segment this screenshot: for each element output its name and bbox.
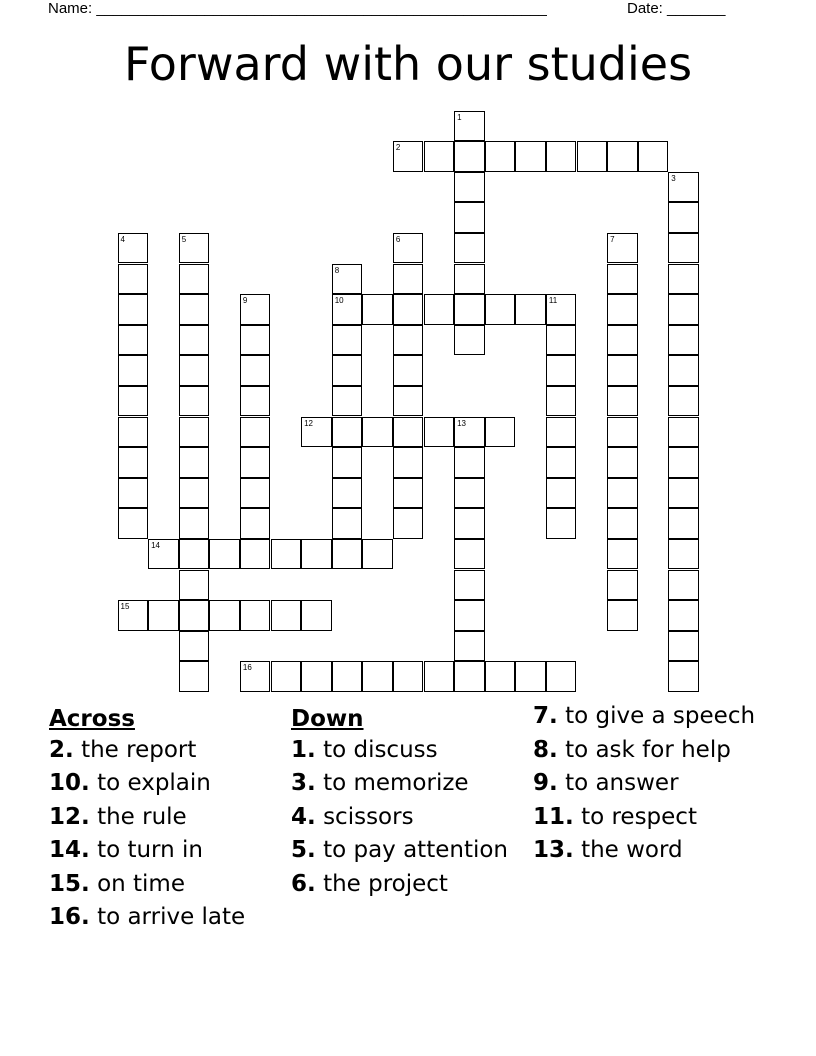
crossword-cell[interactable] bbox=[179, 325, 210, 356]
crossword-cell[interactable] bbox=[454, 325, 485, 356]
crossword-cell[interactable] bbox=[393, 447, 424, 478]
crossword-cell[interactable] bbox=[240, 600, 271, 631]
cell-number: 2 bbox=[395, 143, 401, 153]
crossword-cell[interactable] bbox=[118, 478, 149, 509]
crossword-cell[interactable] bbox=[546, 661, 577, 692]
date-field-label: Date: _______ bbox=[627, 0, 726, 17]
crossword-cell[interactable] bbox=[454, 600, 485, 631]
crossword-cell[interactable] bbox=[118, 386, 149, 417]
crossword-cell[interactable] bbox=[332, 355, 363, 386]
crossword-cell[interactable] bbox=[179, 294, 210, 325]
crossword-cell[interactable] bbox=[668, 570, 699, 601]
crossword-cell[interactable] bbox=[607, 447, 638, 478]
crossword-cell[interactable] bbox=[454, 111, 485, 142]
crossword-cell[interactable] bbox=[424, 141, 455, 172]
crossword-cell[interactable] bbox=[668, 661, 699, 692]
crossword-cell[interactable] bbox=[393, 417, 424, 448]
crossword-cell[interactable] bbox=[271, 661, 302, 692]
crossword-cell[interactable] bbox=[454, 631, 485, 662]
clue-item bbox=[533, 770, 763, 797]
crossword-cell[interactable] bbox=[179, 447, 210, 478]
crossword-cell[interactable] bbox=[332, 508, 363, 539]
crossword-cell[interactable] bbox=[668, 172, 699, 203]
cell-number: 5 bbox=[181, 234, 187, 244]
crossword-cell[interactable] bbox=[424, 294, 455, 325]
crossword-cell[interactable] bbox=[424, 417, 455, 448]
crossword-cell[interactable] bbox=[393, 508, 424, 539]
crossword-cell[interactable] bbox=[179, 539, 210, 570]
crossword-cell[interactable] bbox=[393, 661, 424, 692]
clue-text: to explain bbox=[97, 770, 211, 796]
crossword-cell[interactable] bbox=[546, 417, 577, 448]
crossword-cell[interactable] bbox=[454, 172, 485, 203]
crossword-cell[interactable] bbox=[454, 539, 485, 570]
crossword-cell[interactable] bbox=[179, 264, 210, 295]
crossword-cell[interactable] bbox=[607, 478, 638, 509]
crossword-cell[interactable] bbox=[454, 508, 485, 539]
crossword-cell[interactable] bbox=[393, 478, 424, 509]
crossword-cell[interactable] bbox=[118, 600, 149, 631]
crossword-cell[interactable] bbox=[607, 325, 638, 356]
clue-text: to turn in bbox=[97, 837, 203, 863]
crossword-cell[interactable] bbox=[332, 264, 363, 295]
crossword-cell[interactable] bbox=[607, 386, 638, 417]
crossword-cell[interactable] bbox=[362, 294, 393, 325]
clue-text: to memorize bbox=[323, 770, 469, 796]
clue-text: to give a speech bbox=[565, 703, 756, 729]
crossword-cell[interactable] bbox=[240, 294, 271, 325]
clue-item bbox=[49, 904, 281, 931]
crossword-cell[interactable] bbox=[485, 141, 516, 172]
crossword-cell[interactable] bbox=[454, 233, 485, 264]
crossword-cell[interactable] bbox=[546, 508, 577, 539]
crossword-cell[interactable] bbox=[668, 325, 699, 356]
crossword-cell[interactable] bbox=[668, 478, 699, 509]
crossword-cell[interactable] bbox=[485, 294, 516, 325]
crossword-cell[interactable] bbox=[546, 141, 577, 172]
clue-item bbox=[291, 770, 521, 797]
crossword-cell[interactable] bbox=[179, 631, 210, 662]
crossword-cell[interactable] bbox=[179, 417, 210, 448]
crossword-cell[interactable] bbox=[454, 264, 485, 295]
cell-number: 15 bbox=[120, 602, 130, 612]
crossword-cell[interactable] bbox=[209, 600, 240, 631]
clue-number: 16. bbox=[49, 904, 90, 930]
crossword-cell[interactable] bbox=[240, 478, 271, 509]
crossword-cell[interactable] bbox=[179, 600, 210, 631]
crossword-cell[interactable] bbox=[118, 417, 149, 448]
across-clues bbox=[49, 703, 281, 938]
clue-text: the rule bbox=[97, 803, 187, 830]
cell-number: 1 bbox=[457, 112, 462, 122]
crossword-cell[interactable] bbox=[332, 325, 363, 356]
clue-text: to pay attention bbox=[323, 837, 508, 863]
crossword-cell[interactable] bbox=[454, 294, 485, 325]
cell-number: 6 bbox=[395, 234, 401, 244]
crossword-cell[interactable] bbox=[668, 539, 699, 570]
clue-text: to arrive late bbox=[97, 904, 246, 930]
crossword-cell[interactable] bbox=[454, 417, 485, 448]
crossword-cell[interactable] bbox=[179, 661, 210, 692]
crossword-cell[interactable] bbox=[179, 386, 210, 417]
crossword-cell[interactable] bbox=[118, 264, 149, 295]
crossword-cell[interactable] bbox=[515, 141, 546, 172]
cell-number: 14 bbox=[151, 540, 160, 550]
crossword-cell[interactable] bbox=[668, 233, 699, 264]
crossword-cell[interactable] bbox=[454, 478, 485, 509]
down-clues bbox=[291, 703, 521, 904]
crossword-cell[interactable] bbox=[179, 508, 210, 539]
clue-number: 2. bbox=[49, 736, 74, 763]
crossword-cell[interactable] bbox=[607, 141, 638, 172]
cell-number: 16 bbox=[242, 663, 252, 673]
header-row bbox=[0, 0, 816, 20]
crossword-cell[interactable] bbox=[118, 233, 149, 264]
page-title: Forward with our studies bbox=[123, 37, 693, 91]
crossword-cell[interactable] bbox=[301, 417, 332, 448]
crossword-cell[interactable] bbox=[546, 447, 577, 478]
crossword-cell[interactable] bbox=[301, 661, 332, 692]
crossword-cell[interactable] bbox=[607, 508, 638, 539]
crossword-cell[interactable] bbox=[607, 264, 638, 295]
crossword-cell[interactable] bbox=[515, 661, 546, 692]
clue-text: the report bbox=[81, 736, 197, 763]
crossword-cell[interactable] bbox=[362, 417, 393, 448]
crossword-cell[interactable] bbox=[638, 141, 669, 172]
cell-number: 10 bbox=[334, 296, 344, 306]
cell-number: 11 bbox=[548, 296, 558, 306]
crossword-cell[interactable] bbox=[209, 539, 240, 570]
clue-number: 8. bbox=[533, 736, 558, 763]
crossword-cell[interactable] bbox=[607, 355, 638, 386]
crossword-cell[interactable] bbox=[332, 386, 363, 417]
crossword-cell[interactable] bbox=[118, 355, 149, 386]
crossword-cell[interactable] bbox=[607, 570, 638, 601]
crossword-cell[interactable] bbox=[668, 355, 699, 386]
clue-number: 10. bbox=[49, 770, 90, 796]
clue-item bbox=[533, 703, 763, 730]
crossword-cell[interactable] bbox=[179, 570, 210, 601]
crossword-cell[interactable] bbox=[668, 294, 699, 325]
clue-number: 7. bbox=[533, 703, 558, 729]
crossword-cell[interactable] bbox=[454, 570, 485, 601]
clue-item bbox=[291, 804, 521, 831]
crossword-cell[interactable] bbox=[332, 417, 363, 448]
clue-item bbox=[291, 837, 521, 864]
crossword-cell[interactable] bbox=[240, 355, 271, 386]
crossword-cell[interactable] bbox=[362, 539, 393, 570]
crossword-cell[interactable] bbox=[668, 631, 699, 662]
clue-number: 1. bbox=[291, 736, 316, 763]
cell-number: 8 bbox=[334, 265, 340, 275]
clue-item bbox=[533, 737, 763, 764]
crossword-cell[interactable] bbox=[546, 325, 577, 356]
crossword-cell[interactable] bbox=[668, 447, 699, 478]
crossword-cell[interactable] bbox=[546, 355, 577, 386]
crossword-cell[interactable] bbox=[393, 294, 424, 325]
clue-text: the word bbox=[581, 837, 683, 863]
crossword-cell[interactable] bbox=[515, 294, 546, 325]
crossword-cell[interactable] bbox=[240, 447, 271, 478]
crossword-cell[interactable] bbox=[546, 478, 577, 509]
clue-item bbox=[49, 770, 281, 797]
clue-text: to answer bbox=[565, 770, 679, 796]
clue-item bbox=[49, 871, 281, 898]
clue-item bbox=[291, 737, 521, 764]
crossword-cell[interactable] bbox=[118, 447, 149, 478]
crossword-cell[interactable] bbox=[454, 141, 485, 172]
clue-text: to respect bbox=[581, 803, 697, 830]
clue-number: 3. bbox=[291, 770, 316, 796]
crossword-cell[interactable] bbox=[546, 386, 577, 417]
crossword-cell[interactable] bbox=[668, 386, 699, 417]
crossword-cell[interactable] bbox=[148, 600, 179, 631]
crossword-cell[interactable] bbox=[668, 600, 699, 631]
crossword-cell[interactable] bbox=[454, 447, 485, 478]
crossword-cell[interactable] bbox=[424, 661, 455, 692]
clue-text: to discuss bbox=[323, 736, 438, 763]
crossword-cell[interactable] bbox=[179, 478, 210, 509]
crossword-cell[interactable] bbox=[332, 447, 363, 478]
down-heading: Down bbox=[291, 706, 364, 732]
crossword-cell[interactable] bbox=[393, 141, 424, 172]
across-heading: Across bbox=[49, 706, 135, 732]
clue-text: to ask for help bbox=[565, 736, 731, 763]
clue-item bbox=[49, 737, 281, 764]
clue-number: 13. bbox=[533, 837, 574, 863]
crossword-cell[interactable] bbox=[485, 417, 516, 448]
cell-number: 3 bbox=[671, 173, 676, 183]
crossword-cell[interactable] bbox=[240, 539, 271, 570]
clue-item bbox=[49, 837, 281, 864]
crossword-cell[interactable] bbox=[668, 202, 699, 233]
crossword-cell[interactable] bbox=[485, 661, 516, 692]
crossword-cell[interactable] bbox=[332, 478, 363, 509]
crossword-cell[interactable] bbox=[240, 661, 271, 692]
crossword-cell[interactable] bbox=[118, 508, 149, 539]
crossword-cell[interactable] bbox=[393, 233, 424, 264]
crossword-cell[interactable] bbox=[607, 294, 638, 325]
clue-text: the project bbox=[323, 870, 448, 897]
clue-text: on time bbox=[97, 870, 185, 897]
crossword-cell[interactable] bbox=[668, 508, 699, 539]
cell-number: 9 bbox=[242, 296, 248, 306]
crossword-cell[interactable] bbox=[668, 264, 699, 295]
crossword-cell[interactable] bbox=[607, 417, 638, 448]
crossword-cell[interactable] bbox=[240, 386, 271, 417]
crossword-cell[interactable] bbox=[393, 325, 424, 356]
crossword-cell[interactable] bbox=[454, 202, 485, 233]
clue-number: 12. bbox=[49, 803, 90, 830]
crossword-cell[interactable] bbox=[362, 661, 393, 692]
crossword-cell[interactable] bbox=[393, 386, 424, 417]
clue-number: 5. bbox=[291, 837, 316, 863]
crossword-cell[interactable] bbox=[393, 264, 424, 295]
crossword-cell[interactable] bbox=[332, 539, 363, 570]
clue-number: 14. bbox=[49, 837, 90, 863]
crossword-cell[interactable] bbox=[577, 141, 608, 172]
cell-number: 13 bbox=[457, 418, 466, 428]
clue-item bbox=[49, 804, 281, 831]
clue-item bbox=[291, 871, 521, 898]
clue-number: 9. bbox=[533, 770, 558, 796]
crossword-cell[interactable] bbox=[607, 233, 638, 264]
crossword-cell[interactable] bbox=[332, 294, 363, 325]
crossword-cell[interactable] bbox=[454, 661, 485, 692]
clue-number: 11. bbox=[533, 803, 574, 830]
clue-text: scissors bbox=[323, 803, 414, 830]
crossword-cell[interactable] bbox=[240, 417, 271, 448]
crossword-cell[interactable] bbox=[668, 417, 699, 448]
crossword-cell[interactable] bbox=[271, 539, 302, 570]
clue-item bbox=[533, 837, 763, 864]
crossword-cell[interactable] bbox=[118, 294, 149, 325]
crossword-cell[interactable] bbox=[301, 539, 332, 570]
clue-number: 4. bbox=[291, 803, 316, 830]
crossword-cell[interactable] bbox=[240, 325, 271, 356]
crossword-cell[interactable] bbox=[179, 355, 210, 386]
crossword-cell[interactable] bbox=[179, 233, 210, 264]
crossword-cell[interactable] bbox=[332, 661, 363, 692]
crossword-cell[interactable] bbox=[301, 600, 332, 631]
crossword-cell[interactable] bbox=[546, 294, 577, 325]
crossword-cell[interactable] bbox=[607, 539, 638, 570]
crossword-cell[interactable] bbox=[393, 355, 424, 386]
down-clues-continued bbox=[533, 703, 763, 871]
cell-number: 12 bbox=[304, 418, 313, 428]
crossword-cell[interactable] bbox=[240, 508, 271, 539]
crossword-cell[interactable] bbox=[118, 325, 149, 356]
cell-number: 4 bbox=[120, 234, 125, 244]
clue-number: 6. bbox=[291, 870, 316, 897]
cell-number: 7 bbox=[610, 234, 615, 244]
name-field-label: Name: ______________________________________________________ bbox=[48, 0, 547, 17]
clue-number: 15. bbox=[49, 870, 90, 897]
crossword-cell[interactable] bbox=[148, 539, 179, 570]
crossword-cell[interactable] bbox=[607, 600, 638, 631]
crossword-cell[interactable] bbox=[271, 600, 302, 631]
clue-item bbox=[533, 804, 763, 831]
